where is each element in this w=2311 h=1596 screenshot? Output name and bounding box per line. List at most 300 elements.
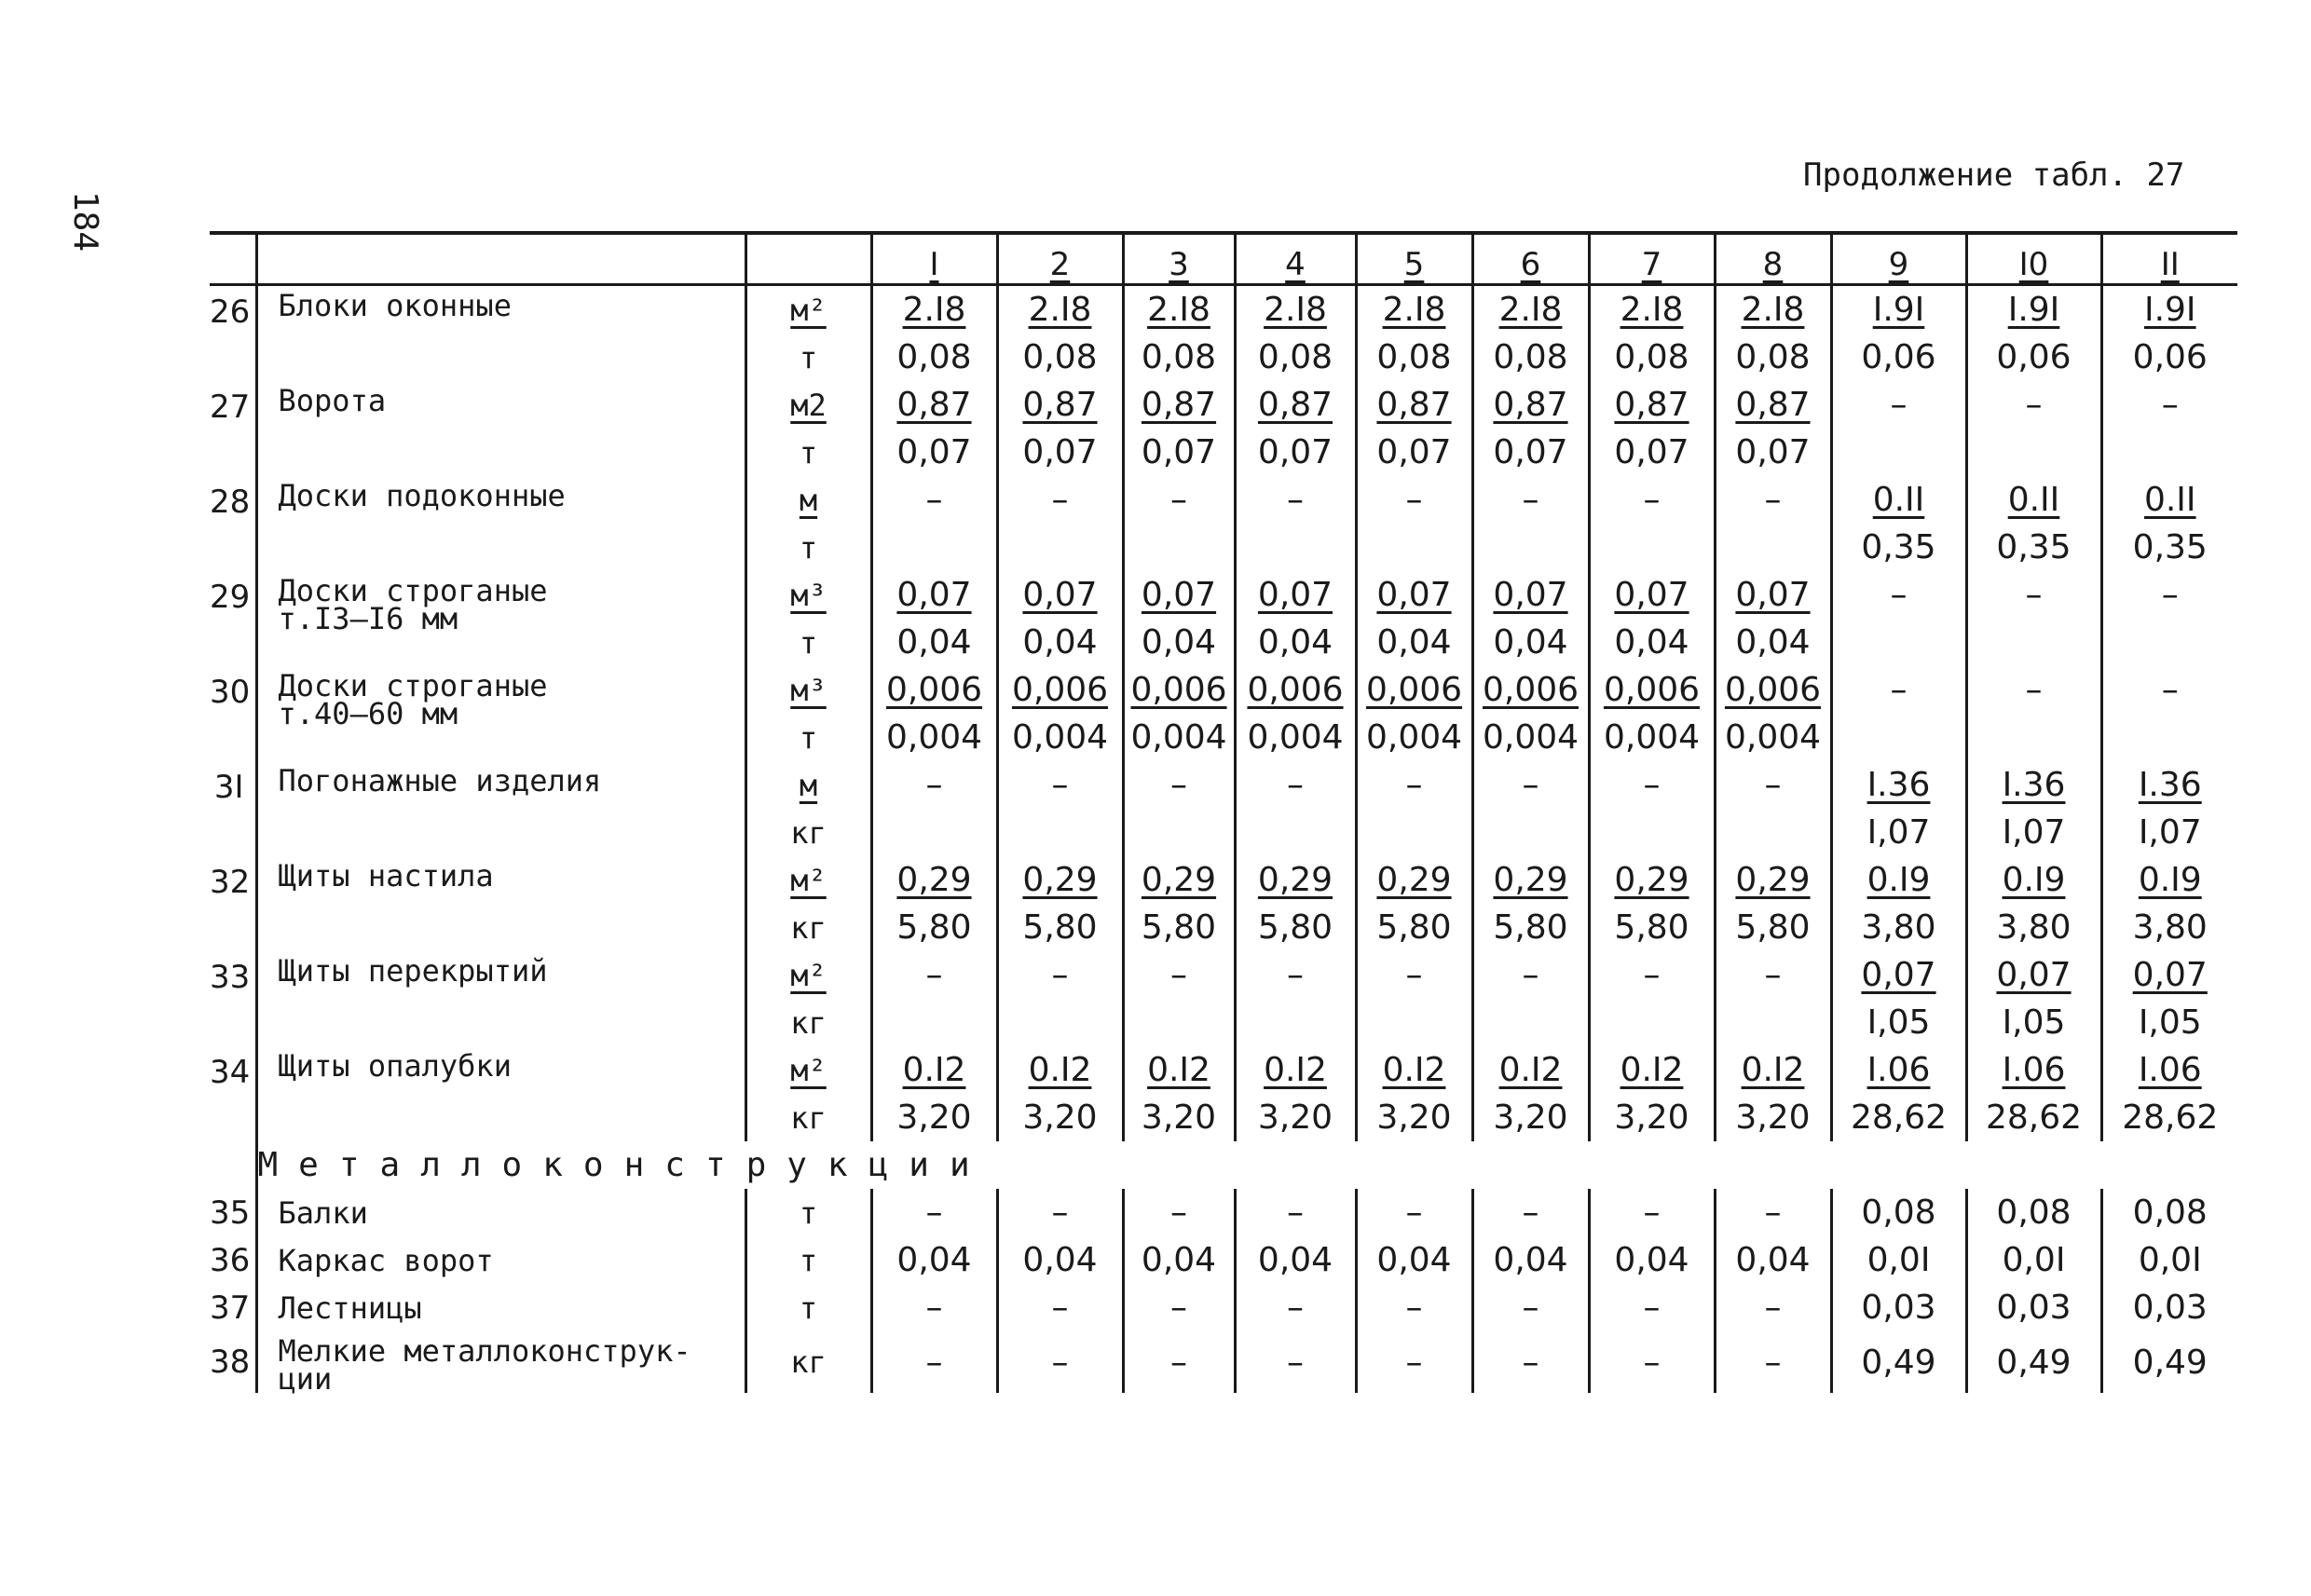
value-cell: – xyxy=(1589,1189,1715,1236)
value-cell: 0,04 xyxy=(1472,1236,1589,1284)
value-cell xyxy=(1123,571,1235,619)
value-cell xyxy=(1831,476,1966,524)
value-cell xyxy=(2101,476,2237,524)
value-cell: 3,80 xyxy=(2101,904,2237,951)
value-cell-empty xyxy=(1356,1141,1472,1189)
value-cell-text: 0.I2 xyxy=(1028,1051,1092,1089)
row-number: 30 xyxy=(210,674,251,711)
value-cell xyxy=(1356,571,1472,619)
value-cell xyxy=(1966,476,2101,524)
value-cell-text: 0.I2 xyxy=(902,1051,966,1089)
value-cell: 0,35 xyxy=(2101,524,2237,571)
value-cell: 0,04 xyxy=(1472,619,1589,666)
value-cell: – xyxy=(1123,476,1235,524)
value-cell-text: I.36 xyxy=(2002,766,2066,804)
header-col-8: 8 xyxy=(1715,233,1831,285)
value-cell-empty xyxy=(1966,1141,2101,1189)
value-cell: 3,20 xyxy=(1356,1094,1472,1141)
value-cell xyxy=(1715,999,1831,1046)
value-cell xyxy=(1123,285,1235,334)
value-cell: – xyxy=(1715,761,1831,809)
value-cell: – xyxy=(1472,1331,1589,1393)
value-cell xyxy=(1356,856,1472,904)
value-cell xyxy=(1472,809,1589,856)
value-cell: – xyxy=(1966,381,2101,429)
row-name: Щиты настила xyxy=(256,856,745,951)
value-cell: – xyxy=(1123,1189,1235,1236)
value-cell: – xyxy=(997,1189,1123,1236)
value-cell xyxy=(1831,285,1966,334)
value-cell xyxy=(1589,381,1715,429)
value-cell-text: 0.I9 xyxy=(1867,861,1931,899)
value-cell: – xyxy=(871,761,997,809)
value-cell xyxy=(871,999,997,1046)
value-cell-text: 0,29 xyxy=(1614,861,1689,899)
row-unit-primary xyxy=(745,476,871,524)
row-unit-primary-text: м² xyxy=(790,957,827,993)
value-cell-text: 0,87 xyxy=(1141,386,1217,424)
table-row xyxy=(210,951,2237,999)
value-cell-text: 0,07 xyxy=(2132,956,2208,994)
value-cell: – xyxy=(1472,476,1589,524)
value-cell-text: 0.II xyxy=(2007,481,2060,519)
header-col-2: 2 xyxy=(997,233,1123,285)
header-col-10: I0 xyxy=(1966,233,2101,285)
value-cell-text: 0,29 xyxy=(1257,861,1333,899)
value-cell xyxy=(1589,571,1715,619)
value-cell-text: 0,07 xyxy=(1257,576,1333,614)
value-cell-empty xyxy=(997,1141,1123,1189)
value-cell: – xyxy=(1235,951,1356,999)
value-cell xyxy=(1356,285,1472,334)
data-table xyxy=(210,231,2237,1397)
value-cell-text: 0,29 xyxy=(1141,861,1217,899)
value-cell: 0,07 xyxy=(1356,429,1472,476)
value-cell xyxy=(1472,856,1589,904)
row-number: 35 xyxy=(210,1194,251,1232)
value-cell xyxy=(1123,524,1235,571)
value-cell xyxy=(1123,809,1235,856)
value-cell: 28,62 xyxy=(2101,1094,2237,1141)
value-cell-text: 0.II xyxy=(2143,481,2196,519)
value-cell xyxy=(1715,809,1831,856)
value-cell: 0,0I xyxy=(1831,1236,1966,1284)
row-unit-primary-text: м2 xyxy=(790,387,827,423)
value-cell: – xyxy=(1235,1189,1356,1236)
row-unit-secondary: т xyxy=(745,429,871,476)
value-cell-text: 0,006 xyxy=(1482,671,1579,709)
table-row xyxy=(210,856,2237,904)
value-cell: 0,08 xyxy=(871,334,997,381)
value-cell: 0,004 xyxy=(1472,714,1589,761)
value-cell-text: I.9I xyxy=(2143,291,2196,329)
value-cell: – xyxy=(871,1189,997,1236)
value-cell: 0,07 xyxy=(1472,429,1589,476)
value-cell: – xyxy=(1966,571,2101,619)
value-cell-text: 0.I9 xyxy=(2138,861,2202,899)
value-cell-text: 2.I8 xyxy=(1382,291,1446,329)
row-name: Каркас ворот xyxy=(256,1236,745,1284)
value-cell xyxy=(1123,856,1235,904)
value-cell: 3,80 xyxy=(1966,904,2101,951)
value-cell xyxy=(997,381,1123,429)
value-cell: 0,49 xyxy=(1831,1331,1966,1393)
value-cell: – xyxy=(1589,1284,1715,1331)
value-cell-text: 0,87 xyxy=(1614,386,1689,424)
value-cell: 0,04 xyxy=(1715,619,1831,666)
row-number: 28 xyxy=(210,484,251,521)
value-cell-text: I.06 xyxy=(1867,1051,1931,1089)
value-cell-text: I.06 xyxy=(2002,1051,2066,1089)
value-cell xyxy=(1715,666,1831,714)
row-unit-secondary: кг xyxy=(745,999,871,1046)
value-cell: 0,004 xyxy=(1356,714,1472,761)
value-cell xyxy=(1235,856,1356,904)
value-cell-text: 0,07 xyxy=(1141,576,1217,614)
value-cell-text: 0,29 xyxy=(1735,861,1811,899)
value-cell xyxy=(1966,761,2101,809)
value-cell xyxy=(1472,381,1589,429)
value-cell: 0,004 xyxy=(871,714,997,761)
value-cell: 0,49 xyxy=(1966,1331,2101,1393)
value-cell xyxy=(871,666,997,714)
value-cell: 0,06 xyxy=(1966,334,2101,381)
value-cell xyxy=(1356,999,1472,1046)
value-cell: – xyxy=(1356,1189,1472,1236)
value-cell: 0,004 xyxy=(1715,714,1831,761)
value-cell xyxy=(1831,619,1966,666)
value-cell xyxy=(1715,856,1831,904)
row-unit-primary xyxy=(745,381,871,429)
value-cell-empty xyxy=(1235,1141,1356,1189)
row-name: Доски строганые т.I3–I6 мм xyxy=(256,571,745,666)
value-cell: 0,04 xyxy=(1715,1236,1831,1284)
page-number: 184 xyxy=(66,191,104,252)
value-cell-text: 0.I2 xyxy=(1147,1051,1210,1089)
row-unit-secondary: т xyxy=(745,334,871,381)
value-cell-text: 0,006 xyxy=(1247,671,1344,709)
value-cell: – xyxy=(1715,476,1831,524)
value-cell: 0,08 xyxy=(1235,334,1356,381)
value-cell-text: 0,006 xyxy=(1724,671,1822,709)
value-cell-text: 0,07 xyxy=(1493,576,1568,614)
value-cell xyxy=(1715,285,1831,334)
value-cell: – xyxy=(1356,1284,1472,1331)
row-unit: кг xyxy=(745,1331,871,1393)
value-cell xyxy=(871,381,997,429)
value-cell xyxy=(2101,714,2237,761)
value-cell: – xyxy=(997,951,1123,999)
row-number: 32 xyxy=(210,864,251,901)
value-cell xyxy=(1715,524,1831,571)
value-cell xyxy=(1123,666,1235,714)
value-cell: 0,04 xyxy=(1356,619,1472,666)
value-cell: 0,07 xyxy=(871,429,997,476)
value-cell-empty xyxy=(1715,1141,1831,1189)
value-cell xyxy=(1589,999,1715,1046)
value-cell xyxy=(1235,1046,1356,1094)
value-cell: – xyxy=(1966,666,2101,714)
value-cell-text: 0.I2 xyxy=(1264,1051,1327,1089)
row-unit-secondary: т xyxy=(745,524,871,571)
header-unit-cell xyxy=(745,233,871,285)
value-cell-text: 0,29 xyxy=(896,861,972,899)
row-number: 26 xyxy=(210,293,251,331)
value-cell: – xyxy=(1831,666,1966,714)
value-cell xyxy=(1472,666,1589,714)
value-cell xyxy=(997,1046,1123,1094)
value-cell xyxy=(1831,856,1966,904)
value-cell: 0,04 xyxy=(1356,1236,1472,1284)
value-cell xyxy=(997,666,1123,714)
value-cell xyxy=(1235,285,1356,334)
value-cell xyxy=(1589,285,1715,334)
value-cell xyxy=(1589,1046,1715,1094)
value-cell: 0,004 xyxy=(1123,714,1235,761)
row-name: Щиты перекрытий xyxy=(256,951,745,1046)
value-cell xyxy=(1235,571,1356,619)
value-cell: – xyxy=(1235,1284,1356,1331)
value-cell xyxy=(871,524,997,571)
value-cell xyxy=(1356,524,1472,571)
row-unit-primary xyxy=(745,951,871,999)
value-cell-text: 0,29 xyxy=(1022,861,1098,899)
table-row xyxy=(210,1331,2237,1393)
value-cell: I,07 xyxy=(2101,809,2237,856)
value-cell: I,07 xyxy=(1966,809,2101,856)
value-cell: – xyxy=(1831,571,1966,619)
value-cell-text: 0,87 xyxy=(1022,386,1098,424)
value-cell xyxy=(997,809,1123,856)
value-cell: 0,07 xyxy=(1715,429,1831,476)
value-cell: 0,08 xyxy=(1472,334,1589,381)
value-cell xyxy=(1472,524,1589,571)
value-cell: – xyxy=(1123,951,1235,999)
value-cell: – xyxy=(2101,381,2237,429)
header-num-cell xyxy=(210,233,256,285)
value-cell xyxy=(997,856,1123,904)
value-cell: – xyxy=(871,1331,997,1393)
value-cell: – xyxy=(1472,761,1589,809)
value-cell-text: 0,07 xyxy=(1614,576,1689,614)
value-cell xyxy=(1966,285,2101,334)
value-cell: 0,08 xyxy=(2101,1189,2237,1236)
value-cell xyxy=(1589,809,1715,856)
row-number: 38 xyxy=(210,1344,251,1381)
table-row xyxy=(210,1284,2237,1331)
value-cell-text: I.9I xyxy=(1872,291,1925,329)
value-cell: 3,20 xyxy=(1715,1094,1831,1141)
header-name-cell xyxy=(256,233,745,285)
value-cell xyxy=(871,1046,997,1094)
value-cell: – xyxy=(1235,476,1356,524)
value-cell xyxy=(1235,381,1356,429)
value-cell xyxy=(1831,1046,1966,1094)
value-cell: – xyxy=(997,1331,1123,1393)
value-cell xyxy=(1472,999,1589,1046)
value-cell: 0,03 xyxy=(2101,1284,2237,1331)
value-cell-text: 0.I2 xyxy=(1741,1051,1805,1089)
value-cell: – xyxy=(1589,951,1715,999)
value-cell: 0,04 xyxy=(1589,619,1715,666)
value-cell xyxy=(1966,429,2101,476)
value-cell-text: 0,29 xyxy=(1376,861,1452,899)
value-cell: – xyxy=(997,476,1123,524)
value-cell: 0,06 xyxy=(1831,334,1966,381)
value-cell: 3,80 xyxy=(1831,904,1966,951)
value-cell: I,05 xyxy=(1966,999,2101,1046)
value-cell: 0,04 xyxy=(871,1236,997,1284)
row-number: 34 xyxy=(210,1054,251,1091)
value-cell xyxy=(1831,714,1966,761)
value-cell xyxy=(2101,761,2237,809)
row-number: 27 xyxy=(210,389,251,426)
value-cell xyxy=(997,999,1123,1046)
value-cell: – xyxy=(1589,476,1715,524)
value-cell: 0,04 xyxy=(997,1236,1123,1284)
value-cell: 5,80 xyxy=(1356,904,1472,951)
value-cell: 0,35 xyxy=(1831,524,1966,571)
value-cell-text: 0.I2 xyxy=(1498,1051,1563,1089)
value-cell: 0,35 xyxy=(1966,524,2101,571)
value-cell-text: 0,006 xyxy=(1365,671,1463,709)
value-cell-empty xyxy=(2101,1141,2237,1189)
value-cell: 3,20 xyxy=(1123,1094,1235,1141)
value-cell xyxy=(1715,381,1831,429)
value-cell xyxy=(1715,571,1831,619)
value-cell: – xyxy=(2101,571,2237,619)
value-cell xyxy=(871,285,997,334)
value-cell: – xyxy=(1831,381,1966,429)
table-row xyxy=(210,476,2237,524)
value-cell: – xyxy=(1356,1331,1472,1393)
value-cell: – xyxy=(1589,761,1715,809)
header-col-4: 4 xyxy=(1235,233,1356,285)
value-cell-text: 0.I2 xyxy=(1620,1051,1684,1089)
value-cell xyxy=(997,571,1123,619)
row-unit-primary xyxy=(745,1046,871,1094)
value-cell: 0,04 xyxy=(1235,619,1356,666)
value-cell xyxy=(1356,666,1472,714)
row-unit: т xyxy=(745,1236,871,1284)
table-row xyxy=(210,761,2237,809)
value-cell: 0,03 xyxy=(1966,1284,2101,1331)
value-cell: – xyxy=(1472,1189,1589,1236)
section-row xyxy=(210,1141,2237,1189)
value-cell: 5,80 xyxy=(1235,904,1356,951)
value-cell: 5,80 xyxy=(871,904,997,951)
value-cell xyxy=(1472,1046,1589,1094)
row-name: Балки xyxy=(256,1189,745,1236)
value-cell-text: 0,07 xyxy=(1861,956,1936,994)
value-cell-text: 2.I8 xyxy=(1741,291,1805,329)
table-row xyxy=(210,1236,2237,1284)
value-cell xyxy=(1715,1046,1831,1094)
table-row xyxy=(210,1189,2237,1236)
row-unit-primary xyxy=(745,285,871,334)
value-cell-text: 2.I8 xyxy=(1498,291,1563,329)
value-cell xyxy=(1235,999,1356,1046)
value-cell: – xyxy=(1715,1331,1831,1393)
value-cell-text: 0.I9 xyxy=(2002,861,2066,899)
header-col-1: I xyxy=(871,233,997,285)
table-body xyxy=(210,285,2237,1397)
table-row xyxy=(210,571,2237,619)
value-cell xyxy=(1123,999,1235,1046)
row-number: 29 xyxy=(210,579,251,616)
value-cell-text: 0,29 xyxy=(1493,861,1568,899)
value-cell: 3,20 xyxy=(871,1094,997,1141)
row-unit-primary-text: м³ xyxy=(790,672,827,708)
value-cell: 5,80 xyxy=(1472,904,1589,951)
header-row xyxy=(210,233,2237,285)
row-unit-primary xyxy=(745,666,871,714)
value-cell-empty xyxy=(1589,1141,1715,1189)
value-cell xyxy=(1356,1046,1472,1094)
value-cell xyxy=(1966,856,2101,904)
value-cell xyxy=(871,571,997,619)
row-number: 36 xyxy=(210,1241,251,1279)
value-cell: I,05 xyxy=(1831,999,1966,1046)
value-cell xyxy=(1589,524,1715,571)
value-cell-text: 0,07 xyxy=(1022,576,1098,614)
value-cell: 28,62 xyxy=(1831,1094,1966,1141)
value-cell-text: 0,006 xyxy=(1603,671,1701,709)
row-name: Доски строганые т.40–60 мм xyxy=(256,666,745,761)
value-cell: 0,0I xyxy=(1966,1236,2101,1284)
row-unit-secondary: т xyxy=(745,619,871,666)
value-cell: 0,07 xyxy=(997,429,1123,476)
value-cell xyxy=(1831,761,1966,809)
row-unit-primary-text: м² xyxy=(790,862,827,898)
value-cell xyxy=(2101,1046,2237,1094)
value-cell-text: 2.I8 xyxy=(902,291,966,329)
value-cell xyxy=(2101,429,2237,476)
header-col-3: 3 xyxy=(1123,233,1235,285)
header-col-5: 5 xyxy=(1356,233,1472,285)
value-cell xyxy=(2101,951,2237,999)
value-cell: – xyxy=(1356,476,1472,524)
table-row xyxy=(210,285,2237,334)
value-cell: 0,08 xyxy=(1715,334,1831,381)
value-cell xyxy=(1235,524,1356,571)
value-cell: – xyxy=(871,1284,997,1331)
row-unit-primary-text: м³ xyxy=(790,577,827,613)
value-cell-text: 0.I2 xyxy=(1382,1051,1446,1089)
table-row xyxy=(210,666,2237,714)
value-cell: 3,20 xyxy=(997,1094,1123,1141)
value-cell-text: 0,87 xyxy=(1257,386,1333,424)
value-cell: 0,08 xyxy=(997,334,1123,381)
value-cell xyxy=(2101,285,2237,334)
value-cell-text: 0,006 xyxy=(1011,671,1109,709)
table-caption: Продолжение табл. 27 xyxy=(1803,157,2185,194)
value-cell: – xyxy=(1715,951,1831,999)
value-cell: 0,07 xyxy=(1235,429,1356,476)
row-unit-primary xyxy=(745,761,871,809)
value-cell: 0,04 xyxy=(997,619,1123,666)
value-cell xyxy=(1123,381,1235,429)
value-cell-text: 0,87 xyxy=(1735,386,1811,424)
row-number-empty xyxy=(210,1141,256,1189)
value-cell-text: 0,006 xyxy=(1130,671,1227,709)
row-unit-primary-text: м xyxy=(799,767,818,803)
value-cell: 0,004 xyxy=(1235,714,1356,761)
value-cell: – xyxy=(1356,761,1472,809)
value-cell: 0,0I xyxy=(2101,1236,2237,1284)
value-cell-text: 0,87 xyxy=(1376,386,1452,424)
row-name: Доски подоконные xyxy=(256,476,745,571)
